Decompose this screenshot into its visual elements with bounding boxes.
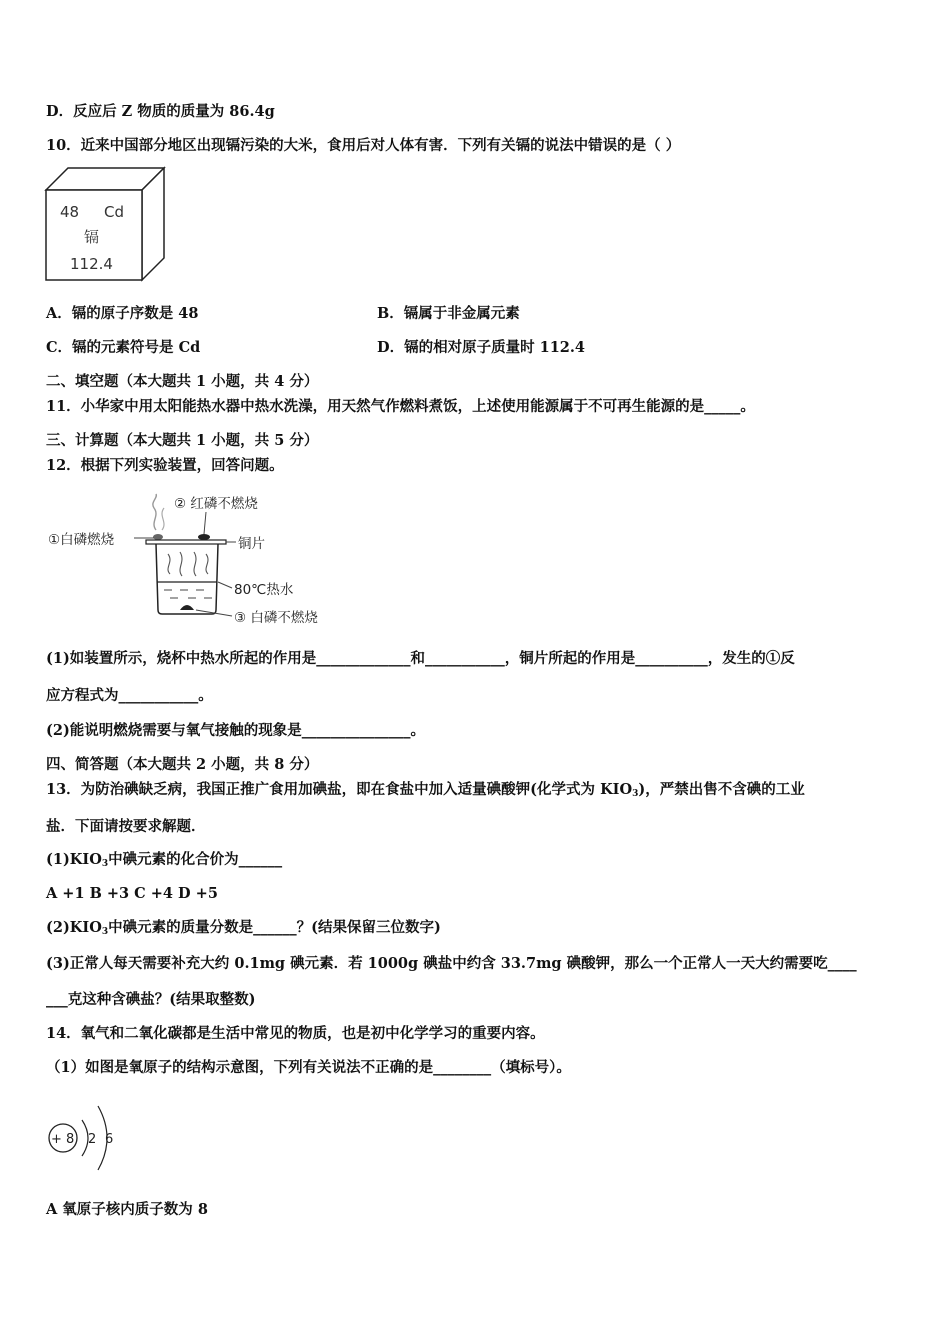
q9-option-d: D．反应后 Z 物质的质量为 86.4g xyxy=(46,103,275,120)
cadmium-element-tile xyxy=(44,166,168,282)
q12-stem: 12．根据下列实验装置，回答问题。 xyxy=(46,457,284,474)
q10-option-c: C．镉的元素符号是 Cd xyxy=(46,339,201,356)
label-red-phosphorus-no-burn: ② 红磷不燃烧 xyxy=(174,496,258,512)
label-hot-water: 80℃热水 xyxy=(234,582,294,598)
section-2-heading: 二、填空题（本大题共 1 小题，共 4 分） xyxy=(46,373,319,390)
q10-option-b: B．镉属于非金属元素 xyxy=(377,305,520,322)
q10-option-a: A．镉的原子序数是 48 xyxy=(46,305,199,322)
q10-option-d: D．镉的相对原子质量时 112.4 xyxy=(377,339,586,356)
atom-shell-2-electrons: 6 xyxy=(105,1132,114,1147)
element-number: 48 xyxy=(60,203,80,221)
q14-stem: 14．氧气和二氧化碳都是生活中常见的物质，也是初中化学学习的重要内容。 xyxy=(46,1025,545,1042)
q13-stem-line1: 13．为防治碘缺乏病，我国正推广食用加碘盐，即在食盐中加入适量碘酸钾(化学式为 $KIO_3$)，严禁出售不含碘的工业 xyxy=(46,781,805,799)
section-4-heading: 四、简答题（本大题共 2 小题，共 8 分） xyxy=(46,756,319,773)
q13-part3-line1: (3)正常人每天需要补充大约 0.1mg 碘元素．若 1000g 碘盐中约含 33.7mg 碘酸钾，那么一个正常人一天大约需要吃____ xyxy=(46,955,857,972)
atom-nucleus-charge: + 8 xyxy=(51,1132,75,1147)
q12-part2: (2)能说明燃烧需要与氧气接触的现象是_______________。 xyxy=(46,722,426,739)
q13-part3-line2: ___克这种含碘盐？(结果取整数) xyxy=(46,991,256,1008)
q10-stem: 10．近来中国部分地区出现镉污染的大米，食用后对人体有害．下列有关镉的说法中错误的是（ ） xyxy=(46,137,681,154)
q14-part1: （1）如图是氧原子的结构示意图，下列有关说法不正确的是________（填标号）。 xyxy=(46,1059,571,1076)
q13-part1: $(1)KIO_3$中碘元素的化合价为______ xyxy=(46,851,283,869)
q13-stem-line2: 盐．下面请按要求解题． xyxy=(46,818,206,835)
section-3-heading: 三、计算题（本大题共 1 小题，共 5 分） xyxy=(46,432,319,449)
q12-part1-line1: (1)如装置所示，烧杯中热水所起的作用是_____________和___________，铜片所起的作用是__________，发生的①反 xyxy=(46,650,795,667)
q13-part1-options: A +1 B +3 C +4 D +5 xyxy=(46,885,218,902)
q12-part1-line2: 应方程式为___________。 xyxy=(46,687,213,704)
atom-shell-1-electrons: 2 xyxy=(88,1132,97,1147)
q11-stem: 11．小华家中用太阳能热水器中热水洗澡，用天然气作燃料煮饭，上述使用能源属于不可再生能源的是_____。 xyxy=(46,398,755,415)
label-white-phosphorus-burns: ①白磷燃烧 xyxy=(48,532,115,548)
q13-part2: $(2)KIO_3$中碘元素的质量分数是______？(结果保留三位数字) xyxy=(46,919,441,937)
element-symbol: Cd xyxy=(104,203,124,221)
q14-option-a: A 氧原子核内质子数为 8 xyxy=(46,1201,208,1218)
combustion-apparatus-diagram xyxy=(46,490,346,630)
label-underwater-phosphorus: ③ 白磷不燃烧 xyxy=(234,610,318,626)
element-mass: 112.4 xyxy=(70,255,113,273)
oxygen-atom-diagram xyxy=(46,1092,126,1182)
label-copper-plate: 铜片 xyxy=(238,536,265,552)
element-name: 镉 xyxy=(84,228,100,246)
